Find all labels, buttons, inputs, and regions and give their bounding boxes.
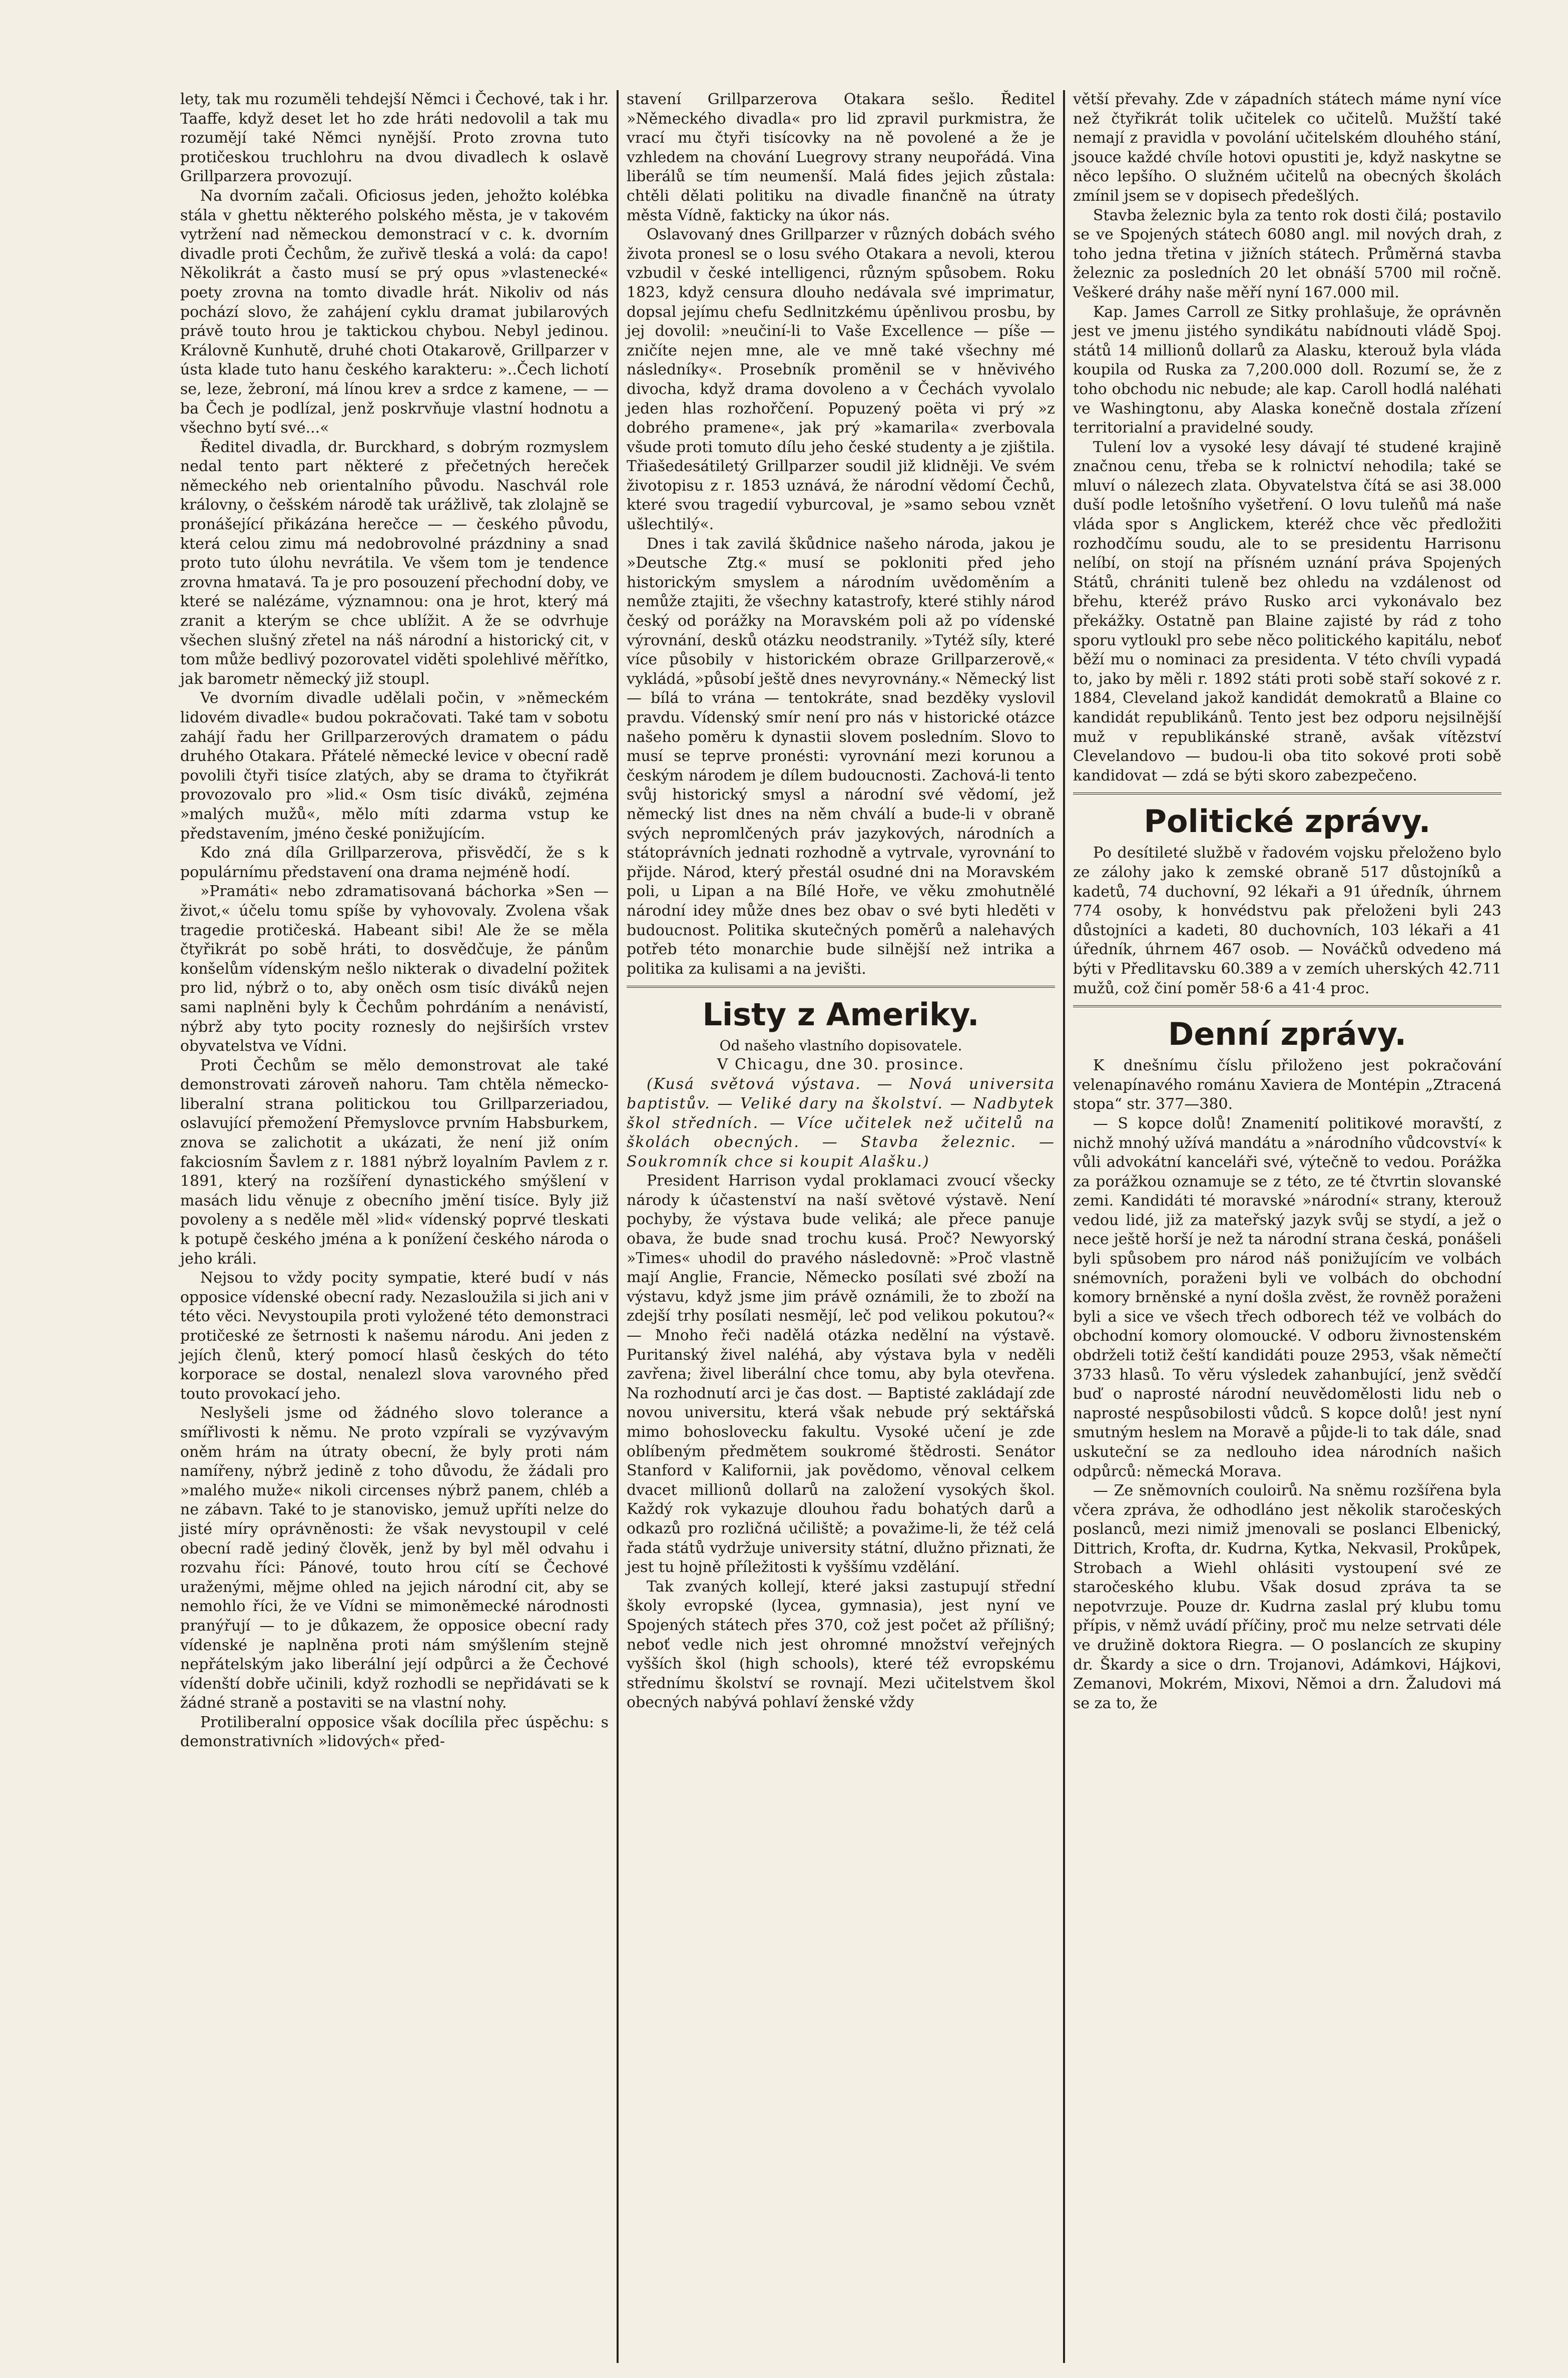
paragraph: »Pramáti« nebo zdramatisovaná báchorka »Sen — život,« účelu tomu spíše by vyhovovaly. Zvolena však tragedie protičeská. Habeant sibi! Ale že se měla čtyřikrát po sobě hráti, to dosvědčuje, že pánům konšelům vídenským nešlo nikterak o divadelní požitek pro lid, nýbrž o to, aby oněch osm tisíc diváků nejen sami naplněni byly k Čechům pohrdáním a nenávistí, nýbrž aby tyto pocity roznesly do nejširších vrstev obyvatelstva ve Vídni. — [180, 883, 609, 1055]
column-2 — [622, 90, 1060, 2363]
paragraph: — Ze sněmovních couloirů. Na sněmu rozšířena byla včera zpráva, že odhodláno jest několik staročeských poslanců, mezi nimiž jmenovali se poslanci Elbenický, Dittrich, Krofta, dr. Kudrna, Kytka, Nekvasil, Prokůpek, Strobach a Wiehl ohlásiti vystoupení své ze staročeského klubu. Však dosud zpráva ta se nepotvrzuje. Pouze dr. Kudrna zaslal prý klubu tomu přípis, v němž uvádí příčiny, proč mu nelze setrvati déle ve družině doktora Riegra. — O poslancích ze skupiny dr. Škardy a sice o drn. Trojanovi, Adámkovi, Hájkovi, Zemanovi, Mokrém, Mixovi, Němoi a drn. Žaludovi má se za to, že — [1073, 1482, 1501, 1712]
section-heading-listy-z-ameriky: Listy z Ameriky. — [702, 996, 979, 1033]
paragraph: Ve dvorním divadle udělali počin, v »německém lidovém divadle« budou pokračovati. Také tam v sobotu zahájí řadu her Grillparzerových dramatem o pádu druhého Otakara. Přátelé německé levice v obecní radě povolili čtyři tisíce zlatých, aby se drama to čtyřikrát provozovalo pro »lid.« Osm tisíc diváků, zejména »malých mužů«, mělo míti zdarma vstup ke představením, jméno české ponižujícím. — [180, 689, 609, 843]
paragraph: větší převahy. Zde v západních státech máme nyní více než čtyřikrát tolik učitelek co učitelů. Mužští také nemají z pravidla v povolání učitelském dlouhého stání, jsouce každé chvíle hotovi opustiti je, když naskytne se něco lepšího. O služném učitelů na obecných školách zmínil jsem se v dopisech předešlých. — [1073, 91, 1501, 205]
columns — [175, 90, 1553, 2363]
paragraph: Nejsou to vždy pocity sympatie, které budí v nás opposice vídenské obecní rady. Nezasloužila si jich ani v této věci. Nevystoupila proti vyložené této demonstraci protičeské ze šetrnosti k našemu národu. Ani jeden z jejích členů, který pomocí hlasů českých do této korporace se dostal, nenalezl slova varovného před touto provokací jeho. — [180, 1269, 609, 1403]
paragraph: Tulení lov a vysoké lesy dávají té studené krajině značnou cenu, třeba se k rolnictví nehodila; také se mluví o nálezech zlata. Obyvatelstva čítá se asi 38.000 duší podle letošního vyšetření. O lovu tuleňů má naše vláda spor s Anglickem, kteréž chce věc předložiti rozhodčímu soudu, ale to se presidentu Harrisonu nelíbí, on stojí na přísném uznání práva Spojených Států, chrániti tuleně bez ohledu na vzdálenost od břehu, kteréž právo Rusko arci vykonávalo bez překážky. Ostatně pan Blaine zajisté by rád z toho sporu vytloukl pro sebe něco politického kapitálu, neboť běží mu o nominaci za presidenta. V této chvíli vypadá to, jako by měli r. 1892 státi proti sobě staří sokové z r. 1884, Cleveland jakož kandidát demokratů a Blaine co kandidát republikánů. Tento jest bez odporu nejsilnější muž v republikánské straně, avšak vítězství Clevelandovo — budou-li oba tito sokové proti sobě kandidovat — zdá se býti skoro zabezpečeno. — [1073, 438, 1501, 784]
section-divider — [1073, 792, 1501, 795]
paragraph: Na dvorním začali. Oficiosus jeden, jehožto kolébka stála v ghettu některého polského města, je v takovém vytržení nad německou demonstrací v c. k. dvorním divadle proti Čechům, že zuřivě tleská a volá: da capo! Několikrát a často musí se prý opus »vlastenecké« poety zrovna na tomto divadle hrát. Nikoliv od nás pochází slovo, že zahájení cyklu dramat jubilarových právě touto hrou je taktickou chybou. Nebyl jedinou. Královně Kunhutě, druhé choti Otakarově, Grillparzer v ústa klade tuto hanu českého karakteru: »..Čech lichotí se, leze, žebroní, má línou krev a srdce z kamene, — — ba Čech je podlízal, jenž poskrvňuje vlastní hodnotu a všechno bytí své...« — [180, 187, 609, 437]
paragraph: Proti Čechům se mělo demonstrovat ale také demonstrovati zároveň nahoru. Tam chtěla německo-liberalní strana politickou tou Grillparzeriadou, oslavující přemožení Přemyslovce prvním Habsburkem, znova se zalichotit a ukázati, že není již oním fakciosním Šavlem z r. 1881 nýbrž loyalním Pavlem z r. 1891, který na rozšíření dynastického smýšlení v masách lidu věnuje z obecního jmění tisíce. Byly již povoleny a s neděle měl »lid« vídenský poprvé tleskati k potupě českého jména a k ponížení českého národa o jeho králi. — [180, 1056, 609, 1268]
paragraph: stavení Grillparzerova Otakara sešlo. Ředitel »Německého divadla« pro lid zpravil purkmistra, že vrací mu čtyři tisícovky na ně povolené a že je vzhledem na chování Luegrovy strany neupořádá. Vina liberálů se tím neumenší. Malá fides jejich zůstala: chtěli dělati politiku na divadle finančně na útraty města Vídně, fakticky na úkor nás. — [627, 91, 1055, 224]
section-divider — [627, 986, 1055, 988]
paragraph: Oslavovaný dnes Grillparzer v různých dobách svého života pronesl se o losu svého Otakara a nevoli, kterou vzbudil v české intelligenci, různým spůsobem. Roku 1823, když censura dlouho nedávala své imprimatur, dopsal jejímu chefu Sedlnitzkému úpěnlivou prosbu, by jej dovolil: »neučiní-li to Vaše Excellence — píše — zničíte nejen mne, ale ve mně také všechny mé následníky«. Prosebník proměnil se v hněvivého divocha, když drama dovoleno a v Čechách vyvolalo jeden hlas rozhořčení. Popuzený poëta vi prý »z dobrého pramene«, jak prý »kamarila« zverbovala všude proti tomuto dílu jeho české studenty a je zjištila. Třiašedesátiletý Grillparzer soudil již klidněji. Ve svém životopisu z r. 1853 uznává, že národní vědomí Čechů, které svou tragedií vyburcoval, je »samo sebou vznět ušlechtilý«. — [627, 226, 1055, 534]
section-divider — [1073, 1005, 1501, 1007]
section-heading-denni-zpravy: Denní zprávy. — [1168, 1016, 1407, 1053]
paragraph: Protiliberalní opposice však docílila přec úspěchu: s demonstrativních »lidových« před- — [180, 1713, 609, 1751]
paragraph: — S kopce dolů! Znamenití politikové moravští, z nichž mnohý užívá mandátu a »národního vůdcovství« k vůli advokátní kanceláři své, výtečně to vedou. Porážka za porážkou oznamuje se z této, ze té čtvrtin slovanské zemi. Kandidáti té moravské »národní« strany, kterouž vedou lidé, již za mateřský jazyk svůj se stydí, a jež o nece ještě horší je než ta národní strana česká, ponášeli byli spůsobem pro národ náš ponižujícím ve volbách snémovních, poraženi byli ve volbách do obchodní komory brněnské a nyní došla zvěst, že rovněž poraženi byli a sice ve všech třech odborech též ve volbách do obchodní komory olomoucké. V odboru živnostenském obdrželi totiž čeští kandidáti pouze 2953, však němečtí 3733 hlasů. To věru výsledek zahanbující, jenž svědčí buď o naprosté národní neuvědomělosti lidu neb o naprosté nespůsobilosti vůdců. S kopce dolů! jest nyní smutným heslem na Moravě a půjde-li to tak dále, snad uskuteční se za nedlouho idea národních našich odpůrců: německá Morava. — [1073, 1114, 1501, 1480]
paragraph: Tak zvaných kollejí, které jaksi zastupují střední školy evropské (lycea, gymnasia), jest nyní ve Spojených státech přes 370, což jest počet až přílišný; neboť vedle nich jest ohromné množství veřejných vyšších škol (high schools), které též evropskému střednímu školství se rovnají. Mezi učitelstvem škol obecných nabývá pohlaví ženské vždy — [627, 1577, 1055, 1712]
paragraph: Po desítileté službě v řadovém vojsku přeloženo bylo ze zálohy jako k zemské obraně 517 důstojníků a kadetů, 74 duchovní, 92 lékaři a 91 úředník, úhrnem 774 osoby, k honvédstvu pak přeloženi byli 243 důstojníci a kadeti, 80 duchovních, 103 lékaři a 41 úředník, úhrnem 467 osob. — Nováčků odvedeno má býti v Předlitavsku 60.389 a v zemích uherských 42.711 mužů, což činí poměr 58·6 a 41·4 proc. — [1073, 844, 1501, 997]
section-subheading: Od našeho vlastního dopisovatele. — [719, 1037, 962, 1054]
paragraph: lety, tak mu rozuměli tehdejší Němci i Čechové, tak i hr. Taaffe, když deset let ho zde hráti nedovolil a tak mu rozumějí také Němci nynější. Proto zrovna tuto protičeskou truchlohru na dvou divadlech k oslavě Grillparzera provozují. — [180, 91, 609, 186]
column-rule — [1063, 90, 1065, 2363]
section-heading-politicke-zpravy: Politické zprávy. — [1144, 803, 1431, 840]
paragraph: Ředitel divadla, dr. Burckhard, s dobrým rozmyslem nedal tento part některé z přečetných hereček německého neb orientalního původu. Naschvál role královny, o češském národě tak urážlivě, tak zlolajně se pronášející přikázána herečce — — českého původu, která celou zimu má nedobrovolné prázdniny a snad proto tuto úlohu nevrátila. Ve všem tom je tendence zrovna hmatavá. Ta je pro posouzení přechodní doby, ve které se nalézáme, významnou: ona je hrot, který má zranit a kterým se chce ublížit. A že se odvrhuje všechen slušný zřetel na náš národní a historický cit, v tom může bedlivý pozorovatel viděti spolehlivé měřítko, jak barometr německý již stoupl. — [180, 438, 609, 688]
paragraph: President Harrison vydal proklamaci zvoucí všecky národy k účastenství na naší světové výstavě. Není pochyby, že výstava bude veliká; ale přece panuje obava, že bude snad trochu kusá. Proč? Newyorský »Times« uhodil do pravého následovně: »Proč vlastně mají Anglie, Francie, Německo posílati své zboží na výstavu, když jsme jim právě oznámili, že to zboží na zdejší trhy posílati nesmějí, leč pod velikou pokutou?« — Mnoho řeči nadělá otázka nedělní na výstavě. Puritanský živel naléhá, aby výstava byla v neděli zavřena; živel liberální chce tomu, aby byla otevřena. Na rozhodnutí arci je čas dost. — Baptisté zakládají zde novou universitu, která však nebude prý sektářská mimo bohoslovecku fakultu. Vysoké učení je zde oblíbeným předmětem soukromé štědrosti. Senátor Stanford v Kalifornii, jak povědomo, věnoval celkem dvacet millionů dollarů na založení vysokých škol. Každý rok vykazuje dlouhou řadu bohatých darů a odkazů pro rozličná učiliště; a považime-li, že též celá řada států vydržuje university státní, dlužno přiznati, že jest tu hojně příležitosti k vyššímu vzdělání. — [627, 1172, 1055, 1576]
paragraph: K dnešnímu číslu přiloženo jest pokračování velenapínavého románu Xaviera de Montépin „Ztracená stopa“ str. 377—380. — [1073, 1057, 1501, 1113]
paragraph: Neslyšeli jsme od žádného slovo tolerance a smířlivosti k němu. Ne proto vzpírali se vyzývavým oněm hrám na útraty obecní, že byly proti nám namířeny, nýbrž jedině z toho důvodu, že žádali pro »malého muže« nikoli circenses nýbrž panem, chléb a ne zábavn. Také to je stanovisko, jemuž upříti nelze do jisté míry oprávněnosti: že však nevystoupil v celé obecní radě jediný člověk, jenž by byl měl odvahu i rozvahu říci: Pánové, touto hrou cítí se Čechové uraženými, mějme ohled na jejich národní cit, aby se nemohlo říci, že ve Vídni se mimoněmecké národnosti pranýřují — to je důkazem, že opposice obecní rady vídenské je naplněna proti nám smýšlením stejně nepřátelským jako liberální její odpůrci a že Čechové vídenští dobře učinili, když rozhodli se nepřidávati se k žádné straně a postaviti se na vlastní nohy. — [180, 1404, 609, 1712]
paragraph: Dnes i tak zavilá škůdnice našeho národa, jakou je »Deutsche Ztg.« musí se pokloniti před jeho historickým smyslem a národním uvědoměním a nemůže ztajiti, že všechny katastrofy, které stihly národ český od porážky na Moravském poli až po vídenské výrovnání, desků otázku neodstranily. »Tytéž síly, které více působily v historickém obraze Grillparzerově,« vykládá, »působí ještě dnes nevyrovnány.« Německý list — bílá to vrána — tentokráte, snad bezděky vyslovil pravdu. Vídenský smír není pro nás v historické otázce našeho poměru k dynastii slovem posledním. Slovo to musí se teprve pronésti: vyrovnání mezi korunou a českým národem je dílem budoucnosti. Zachová-li tento svůj historický smysl a národní své vědomí, jež německý list dnes na něm chválí a bude-li v obraně svých nepromlčených práv jazykových, národních a státoprávních jednati rozhodně a vytrvale, vyrovnání to přijde. Národ, který přestál osudné dni na Moravském poli, u Lipan a na Bílé Hoře, ve věku zmohutnělé národní idey může dnes bez obav o své byti hleděti v budoucnost. Politika skutečných poměrů a nalehavých potřeb této monarchie bude silnější než intrika a politika za kulisami a na jevišti. — [627, 535, 1055, 978]
column-1 — [175, 90, 614, 2363]
paragraph: Stavba železnic byla za tento rok dosti čilá; postavilo se ve Spojených státech 6080 angl. mil nových drah, z toho jedna třetina v jižních státech. Průměrná stavba železnic za posledních 20 let obnáší 5700 mil ročně. Veškeré dráhy naše měří nyní 167.000 mil. — [1073, 206, 1501, 301]
dateline: V Chicagu, dne 30. prosince. — [717, 1056, 965, 1074]
paragraph: Kdo zná díla Grillparzerova, přisvědčí, že s k populárnímu představení ona drama nejméně hodí. — [180, 844, 609, 881]
article-summary: (Kusá světová výstava. — Nová universita baptistův. — Veliké dary na školství. — Nadbytek škol středních. — Více učitelek než učitelů na školách obecných. — Stavba železnic. — Soukromník chce si koupit Alašku.) — [627, 1075, 1055, 1170]
column-rule — [617, 90, 619, 2363]
paragraph: Kap. James Carroll ze Sitky prohlašuje, že oprávněn jest ve jmenu jistého syndikátu nabídnouti vládě Spoj. států 14 millionů dollarů za Alasku, kterouž byla vláda koupila od Ruska za 7,200.000 doll. Rozumí se, že z toho obchodu nic nebude; ale kap. Caroll hodlá naléhati ve Washingtonu, aby Alaska konečně dostala zřízení territorialní a pravidelné soudy. — [1073, 303, 1501, 437]
column-3 — [1068, 90, 1506, 2363]
